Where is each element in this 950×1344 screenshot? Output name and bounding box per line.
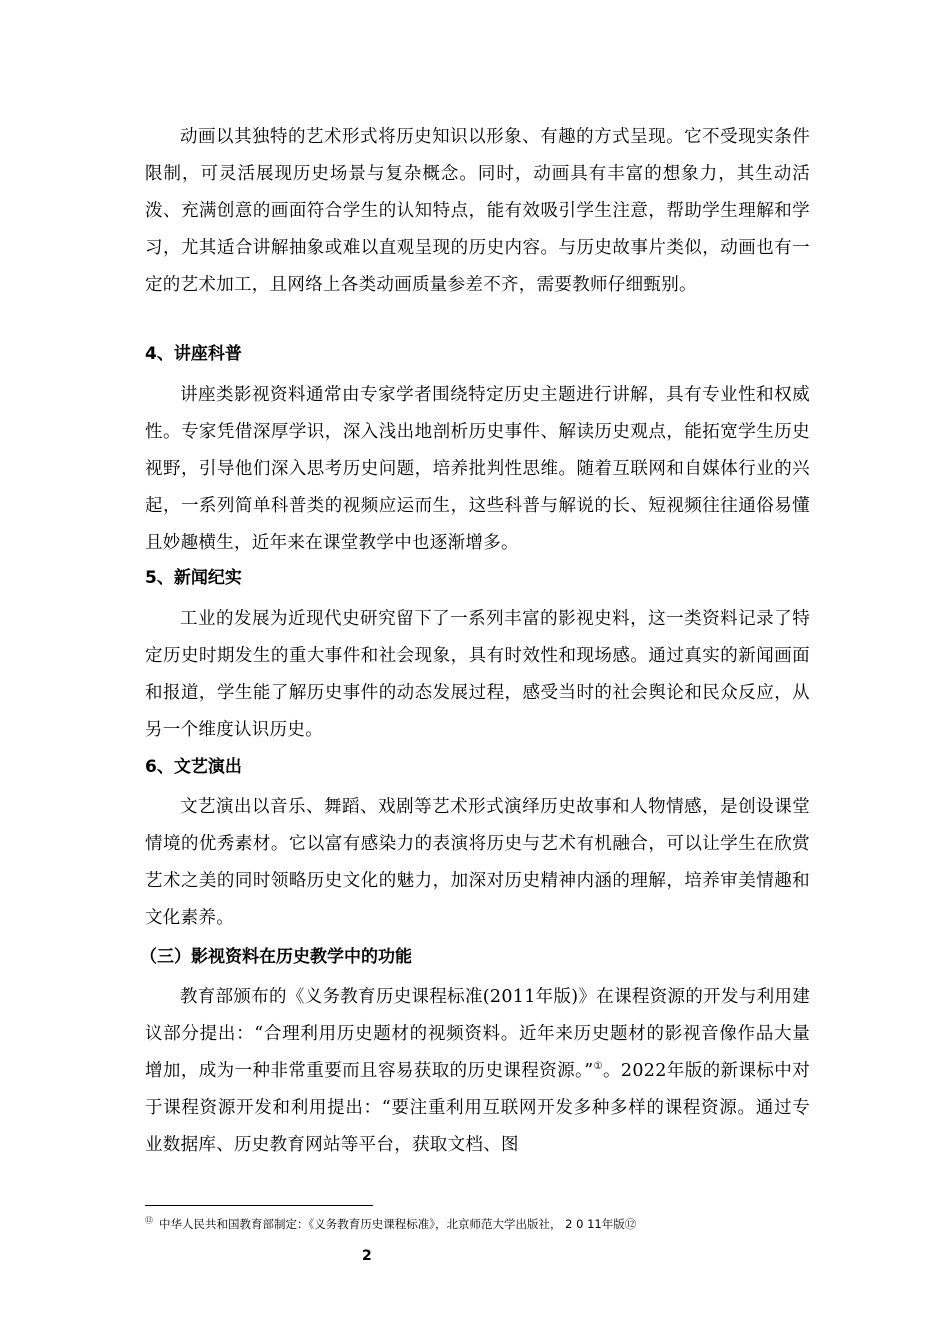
footnote-divider	[145, 1205, 373, 1206]
page-number: 2	[362, 1248, 372, 1264]
animation-paragraph: 动画以其独特的艺术形式将历史知识以形象、有趣的方式呈现。它不受现实条件限制，可灵活展现历史场景与复杂概念。同时，动画具有丰富的想象力，其生动活泼、充满创意的画面符合学生的认知特点，能有效吸引学生注意，帮助学生理解和学习，尤其适合讲解抽象或难以直观呈现的历史内容。与历史故事片类似，动画也有一定的艺术加工，且网络上各类动画质量参差不齐，需要教师仔细甄别。	[145, 127, 810, 295]
footnote-text: 中华人民共和国教育部制定：《义务教育历史课程标准》，北京师范大学出版社， 2 0 11年版⑫	[159, 1216, 637, 1231]
function-paragraph	[145, 979, 810, 1164]
footnote	[145, 1213, 810, 1232]
footnote-mark: ⑫	[145, 1216, 153, 1225]
news-heading: 5、新闻纪实	[145, 568, 242, 588]
function-paragraph-part1: 教育部颁布的《义务教育历史课程标准(2011年版)》在课程资源的开发与利用建议部分提出：“合理利用历史题材的视频资料。近年来历史题材的影视音像作品大量增加，成为一种非常重要而且容易获取的历史课程资源。”	[145, 987, 810, 1081]
footnote-reference[interactable]: ①	[593, 1061, 603, 1073]
performance-heading: 6、文艺演出	[145, 757, 242, 777]
lecture-paragraph: 讲座类影视资料通常由专家学者围绕特定历史主题进行讲解，具有专业性和权威性。专家凭借深厚学识，深入浅出地剖析历史事件、解读历史观点，能拓宽学生历史视野，引导他们深入思考历史问题，培养批判性思维。随着互联网和自媒体行业的兴起，一系列简单科普类的视频应运而生，这些科普与解说的长、短视频往往通俗易懂且妙趣横生，近年来在课堂教学中也逐渐增多。	[145, 385, 810, 553]
news-paragraph: 工业的发展为近现代史研究留下了一系列丰富的影视史料，这一类资料记录了特定历史时期发生的重大事件和社会现象，具有时效性和现场感。通过真实的新闻画面和报道，学生能了解历史事件的动态发展过程，感受当时的社会舆论和民众反应，从另一个维度认识历史。	[145, 609, 810, 740]
function-heading: （三）影视资料在历史教学中的功能	[140, 947, 412, 967]
lecture-heading: 4、讲座科普	[145, 344, 242, 364]
performance-paragraph: 文艺演出以音乐、舞蹈、戏剧等艺术形式演绎历史故事和人物情感，是创设课堂情境的优秀素材。它以富有感染力的表演将历史与艺术有机融合，可以让学生在欣赏艺术之美的同时领略历史文化的魅力，加深对历史精神内涵的理解，培养审美情趣和文化素养。	[145, 797, 810, 928]
function-paragraph-part2: 。2022年版的新课标中对于课程资源开发和利用提出：“要注重利用互联网开发多种多样的课程资源。通过专业数据库、历史教育网站等平台，获取文档、图	[145, 1061, 811, 1155]
